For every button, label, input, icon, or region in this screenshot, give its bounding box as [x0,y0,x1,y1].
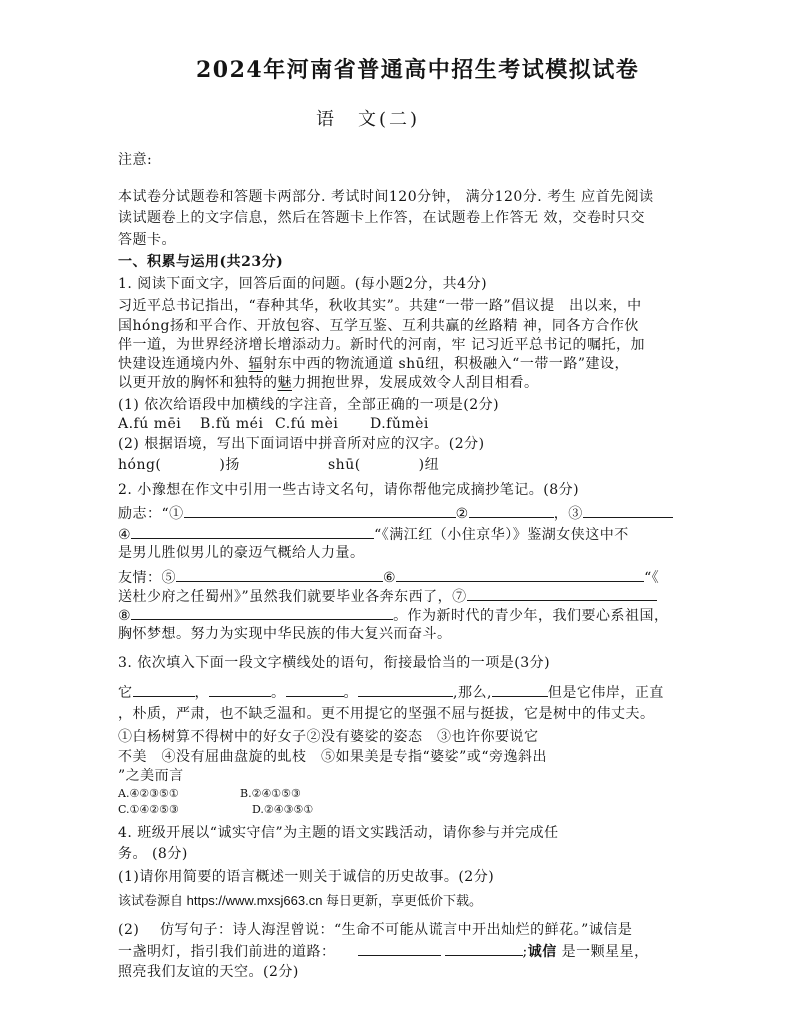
q2-text: 。作为新时代的青少年，我们要心系祖国， [393,608,669,624]
q4-text: 仿写句子：诗人海涅曾说：“生命不可能从谎言中开出灿烂的鲜花。”诚信是 [160,922,633,938]
q3-line [118,683,664,702]
exam-subtitle: 语 文(二) [316,109,421,130]
q2-text: ⑥ [383,570,397,586]
passage-text: 以更开放的胸怀和独特的 [118,375,278,391]
passage-text: 力拥抱世界，发展成效令人刮目相看。 [292,375,539,391]
q2-line [118,606,669,625]
q1-sub2-stem: (2) 根据语境，写出下面词语中拼音所对应的汉字。(2分) [118,436,485,452]
q2-line [118,504,673,523]
q2-line [118,587,657,606]
option-b: B.fǔ méi [200,416,264,432]
answer-blank [131,525,374,539]
pinyin-item: shū( )纽 [328,457,440,473]
section-heading: 一、积累与运用(共23分) [118,254,284,270]
answer-blank [358,683,453,697]
q1-stem: 1. 阅读下面文字，回答后面的问题。(每小题2分，共4分) [118,276,488,292]
passage-text: 快建设连通境内外、 [118,356,249,372]
q1-passage-line [118,355,629,373]
answer-blank [583,504,673,518]
q3-line: ”之美而言 [118,768,184,784]
q3-text: 但是它伟岸，正直 [547,685,664,701]
q4-sub2-line: 照亮我们友谊的天空。(2分) [118,964,299,980]
exam-title: 2024年河南省普通高中招生考试模拟试卷 [196,57,640,83]
answer-blank [467,587,657,601]
answer-blank [396,568,644,582]
q2-text: ② [455,506,469,522]
option-d: D.fǔmèi [370,416,429,432]
source-note: 该试卷源自 https://www.mxsj663.cn 每日更新，享更低价下载。 [118,893,483,908]
q2-line: 胸怀梦想。努力为实现中华民族的伟大复兴而奋斗。 [118,626,452,642]
q1-sub2-items [118,456,439,474]
q1-passage-line: 习近平总书记指出，“春种其华，秋收其实”。共建“一带一路”倡议提 出以来，中 [118,298,642,314]
q3-text: ， [194,685,209,701]
q4-sub1: (1)请你用简要的语言概述一则关于诚信的历史故事。(2分) [118,869,495,885]
answer-blank [131,606,393,620]
underlined-char: 辐 [248,356,263,372]
pinyin-item: hóng( )扬 [118,457,240,473]
answer-blank [358,942,441,956]
q2-text: “《满江红（小住京华）》鉴湖女侠这中不 [374,527,629,543]
option-c: C.fú mèi [275,416,339,432]
spacer [336,955,358,956]
q2-text: ，③ [553,506,583,522]
q2-line [118,568,659,587]
notice-line: 读试题卷上的文字信息，然后在答题卡上作答，在试题卷上作答无 效，交卷时只交 [118,210,645,226]
q1-sub1-options [118,415,429,433]
q4-sub2-number: (2) [118,922,140,938]
q4-text: 一盏明灯，指引我们前进的道路： [118,944,336,960]
q1-sub1-stem: (1) 依次给语段中加横线的字注音，全部正确的一项是(2分) [118,397,500,413]
q1-passage-line [118,374,539,392]
q4-bold-text: 诚信 [527,944,557,960]
option-d: D.②④③⑤① [252,803,314,816]
q4-stem: 4. 班级开展以“诚实守信”为主题的语文实践活动，请你参与并完成任 [118,825,559,841]
notice-line: 本试卷分试题卷和答题卡两部分. 考试时间120分钟， 满分120分. 考生 应首先阅读 [118,189,654,205]
q1-passage-line: 国hóng扬和平合作、开放包容、互学互鉴、互利共赢的丝路精 神，同各方合作伙 [118,318,639,334]
q1-passage-line: 伴一道，为世界经济增长增添动力。新时代的河南，牢 记习近平总书记的嘱托，加 [118,337,645,353]
answer-blank [133,683,195,697]
q2-stem: 2. 小豫想在作文中引用一些古诗文名句，请你帮他完成摘抄笔记。(8分) [118,482,580,498]
q4-sub2-line [118,921,632,939]
q3-text: ,那么, [453,685,492,701]
q2-text: ④ [118,527,132,543]
q2-text: 励志：“① [118,506,184,522]
q3-stem: 3. 依次填入下面一段文字横线处的语句，衔接最恰当的一项是(3分) [118,655,551,671]
q4-stem: 务。 (8分) [118,846,188,862]
q2-line [118,525,629,544]
q3-text: 。 [343,685,358,701]
q3-options-row [118,803,313,817]
answer-blank [492,683,548,697]
q3-text: 它 [118,685,133,701]
q4-text: ; [522,944,528,960]
q2-line: 是男儿胜似男儿的豪迈气概给人力量。 [118,545,365,561]
q3-line: ①白杨树算不得树中的好女子②没有婆娑的姿态 ③也许你要说它 [118,729,539,745]
q3-options-row [118,787,301,801]
answer-blank [469,504,554,518]
notice-line: 答题卡。 [118,232,176,248]
answer-blank [445,942,523,956]
option-b: B.②④①⑤③ [240,787,301,800]
answer-blank [176,568,383,582]
q4-sub2-line [118,942,649,961]
underlined-char: 魅 [277,375,292,391]
q2-text: “《 [644,570,660,586]
q3-text: 。 [271,685,286,701]
q4-text: 是一颗星星， [556,944,649,960]
option-c: C.①④②⑤③ [118,803,179,816]
q2-text: ⑧ [118,608,132,624]
q2-text: 友情：⑤ [118,570,176,586]
passage-text: 射东中西的物流通道 shū纽，积极融入“一带一路”建设， [263,356,629,372]
answer-blank [209,683,271,697]
q3-line: 不美 ④没有屈曲盘旋的虬枝 ⑤如果美是专指“婆娑”或“旁逸斜出 [118,749,547,765]
answer-blank [184,504,456,518]
option-a: A.④②③⑤① [118,787,179,800]
q3-line: ，朴质，严肃，也不缺乏温和。更不用提它的坚强不屈与挺拔，它是树中的伟丈夫。 [118,706,655,722]
option-a: A.fú mēi [118,416,182,432]
q2-text: 送杜少府之任蜀州》”虽然我们就要毕业各奔东西了，⑦ [118,589,467,605]
notice-label: 注意: [118,152,153,168]
answer-blank [286,683,344,697]
